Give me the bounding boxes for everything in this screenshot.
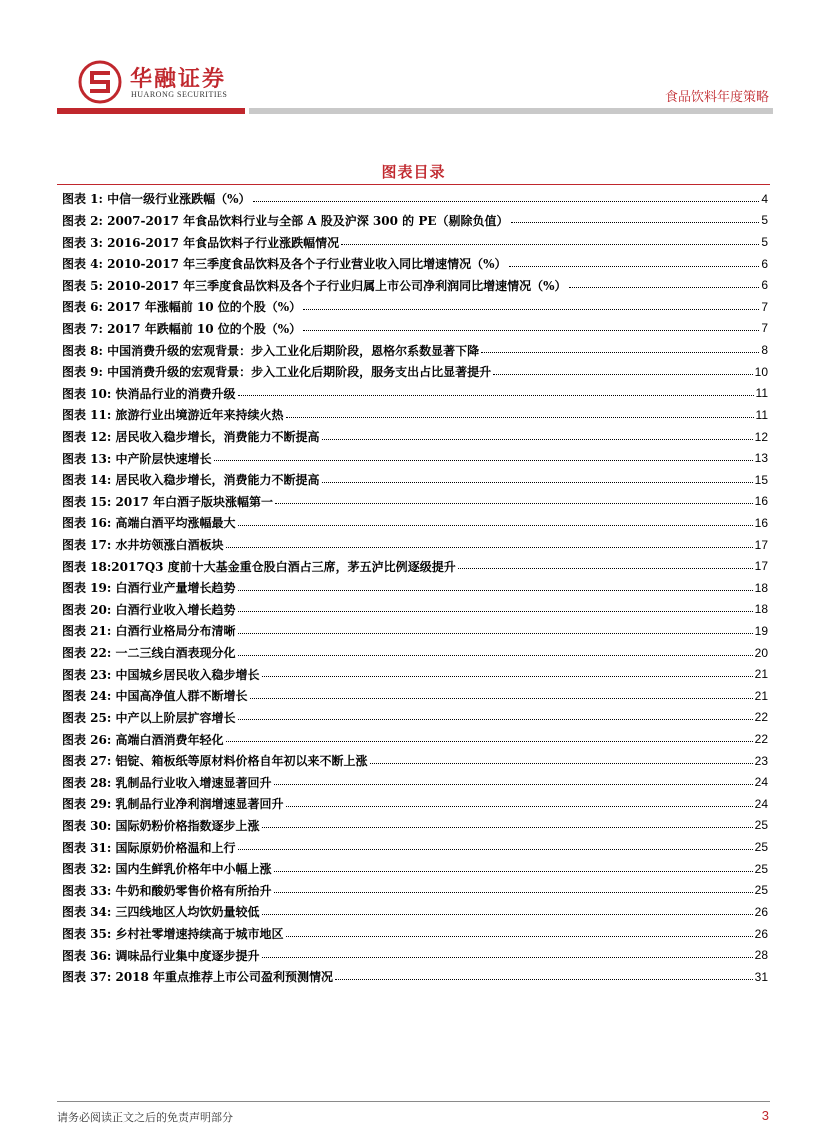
toc-entry-page[interactable]: 24 xyxy=(754,796,768,811)
toc-entry[interactable] xyxy=(62,901,768,923)
header-bar-accent xyxy=(57,108,245,114)
toc-entry-label[interactable]: 图表 18:2017Q3 度前十大基金重仓股白酒占三席，茅五泸比例逐级提升 xyxy=(62,559,456,574)
toc-entry-label[interactable]: 图表 15: 2017 年白酒子版块涨幅第一 xyxy=(62,494,274,509)
toc-dot-leader xyxy=(274,862,753,872)
toc-entry[interactable] xyxy=(62,274,768,296)
toc-dot-leader xyxy=(509,257,760,267)
toc-entry[interactable] xyxy=(62,253,768,275)
toc-entry[interactable] xyxy=(62,793,768,815)
toc-entry-page[interactable]: 16 xyxy=(754,494,768,509)
toc-entry[interactable] xyxy=(62,447,768,469)
toc-entry-label[interactable]: 图表 5: 2010-2017 年三季度食品饮料及各个子行业归属上市公司净利润同比增速情况（%） xyxy=(62,278,567,293)
toc-entry-page[interactable]: 21 xyxy=(754,667,768,682)
toc-dot-leader xyxy=(214,451,753,461)
toc-entry-page[interactable]: 22 xyxy=(754,710,768,725)
toc-dot-leader xyxy=(286,797,753,807)
toc-entry-label[interactable]: 图表 31: 国际原奶价格温和上行 xyxy=(62,840,236,855)
toc-title: 图表目录 xyxy=(381,163,446,181)
toc-dot-leader xyxy=(262,948,753,958)
toc-entry[interactable] xyxy=(62,361,768,383)
toc-dot-leader xyxy=(303,321,759,331)
toc-dot-leader xyxy=(481,343,759,353)
toc-entry-label[interactable]: 图表 7: 2017 年跌幅前 10 位的个股（%） xyxy=(62,321,302,336)
toc-entry-page[interactable]: 17 xyxy=(754,559,768,574)
toc-entry[interactable] xyxy=(62,491,768,513)
toc-entry-label[interactable]: 图表 8: 中国消费升级的宏观背景：步入工业化后期阶段，恩格尔系数显著下降 xyxy=(62,343,480,358)
toc-entry-page[interactable]: 23 xyxy=(754,753,768,768)
toc-entry-label[interactable]: 图表 10: 快消品行业的消费升级 xyxy=(62,386,236,401)
toc-entry-page[interactable]: 11 xyxy=(755,407,768,422)
toc-entry[interactable] xyxy=(62,685,768,707)
toc-dot-leader xyxy=(303,300,759,310)
toc-dot-leader xyxy=(238,624,753,634)
toc-entry[interactable] xyxy=(62,188,768,210)
toc-list xyxy=(62,188,768,988)
toc-entry[interactable] xyxy=(62,318,768,340)
huarong-logo-icon xyxy=(78,60,122,104)
toc-entry-page[interactable]: 5 xyxy=(761,235,768,250)
toc-entry-page[interactable]: 24 xyxy=(754,775,768,790)
toc-entry-label[interactable]: 图表 21: 白酒行业格局分布清晰 xyxy=(62,624,236,639)
toc-dot-leader xyxy=(322,430,753,440)
toc-entry-label[interactable]: 图表 27: 铝锭、箱板纸等原材料价格自年初以来不断上涨 xyxy=(62,754,368,769)
toc-entry-label[interactable]: 图表 33: 牛奶和酸奶零售价格有所抬升 xyxy=(62,883,272,898)
toc-entry-label[interactable]: 图表 34: 三四线地区人均饮奶量较低 xyxy=(62,905,260,920)
toc-dot-leader xyxy=(511,213,760,223)
toc-dot-leader xyxy=(226,732,753,742)
toc-entry-label[interactable]: 图表 16: 高端白酒平均涨幅最大 xyxy=(62,516,236,531)
toc-entry-page[interactable]: 25 xyxy=(754,883,768,898)
brand-name-cn: 华融证券 xyxy=(130,67,227,92)
toc-entry-page[interactable]: 28 xyxy=(754,948,768,963)
toc-entry-label[interactable]: 图表 30: 国际奶粉价格指数逐步上涨 xyxy=(62,818,260,833)
toc-entry-page[interactable]: 18 xyxy=(754,602,768,617)
toc-dot-leader xyxy=(370,754,753,764)
toc-entry-label[interactable]: 图表 25: 中产以上阶层扩容增长 xyxy=(62,710,236,725)
toc-entry-page[interactable]: 22 xyxy=(754,732,768,747)
toc-dot-leader xyxy=(238,710,753,720)
toc-entry-page[interactable]: 7 xyxy=(761,299,768,314)
toc-entry-label[interactable]: 图表 20: 白酒行业收入增长趋势 xyxy=(62,602,236,617)
toc-entry[interactable] xyxy=(62,728,768,750)
toc-entry[interactable] xyxy=(62,534,768,556)
toc-entry[interactable] xyxy=(62,836,768,858)
disclaimer-note: 请务必阅读正文之后的免责声明部分 xyxy=(57,1111,233,1124)
toc-entry-label[interactable]: 图表 24: 中国高净值人群不断增长 xyxy=(62,689,248,704)
toc-entry[interactable] xyxy=(62,923,768,945)
toc-entry[interactable] xyxy=(62,642,768,664)
toc-entry-label[interactable]: 图表 35: 乡村社零增速持续高于城市地区 xyxy=(62,927,284,942)
toc-entry[interactable] xyxy=(62,663,768,685)
toc-entry-label[interactable]: 图表 14: 居民收入稳步增长，消费能力不断提高 xyxy=(62,473,320,488)
toc-dot-leader xyxy=(286,927,753,937)
toc-entry-label[interactable]: 图表 28: 乳制品行业收入增速显著回升 xyxy=(62,775,272,790)
toc-entry[interactable] xyxy=(62,815,768,837)
footer-rule xyxy=(57,1101,770,1102)
toc-entry-label[interactable]: 图表 13: 中产阶层快速增长 xyxy=(62,451,212,466)
toc-entry-page[interactable]: 18 xyxy=(754,580,768,595)
toc-entry-page[interactable]: 8 xyxy=(761,343,768,358)
toc-entry[interactable] xyxy=(62,599,768,621)
toc-entry[interactable] xyxy=(62,404,768,426)
toc-entry-page[interactable]: 10 xyxy=(754,364,768,379)
toc-entry-page[interactable]: 13 xyxy=(754,451,768,466)
toc-dot-leader xyxy=(274,775,753,785)
toc-entry-label[interactable]: 图表 17: 水井坊领涨白酒板块 xyxy=(62,538,224,553)
toc-entry-page[interactable]: 16 xyxy=(754,515,768,530)
toc-dot-leader xyxy=(493,365,753,375)
toc-entry-label[interactable]: 图表 23: 中国城乡居民收入稳步增长 xyxy=(62,667,260,682)
toc-entry[interactable] xyxy=(62,944,768,966)
toc-entry-page[interactable]: 25 xyxy=(754,861,768,876)
report-type: 食品饮料年度策略 xyxy=(664,90,769,105)
toc-dot-leader xyxy=(262,818,753,828)
toc-entry[interactable] xyxy=(62,469,768,491)
toc-entry[interactable] xyxy=(62,966,768,988)
toc-entry-page[interactable]: 20 xyxy=(754,645,768,660)
toc-dot-leader xyxy=(335,970,753,980)
toc-entry-label[interactable]: 图表 29: 乳制品行业净利润增速显著回升 xyxy=(62,797,284,812)
toc-entry-label[interactable]: 图表 26: 高端白酒消费年轻化 xyxy=(62,732,224,747)
toc-dot-leader xyxy=(238,516,753,526)
toc-dot-leader xyxy=(275,494,753,504)
toc-dot-leader xyxy=(458,559,753,569)
toc-entry-page[interactable]: 5 xyxy=(761,213,768,228)
toc-entry[interactable] xyxy=(62,512,768,534)
toc-entry-page[interactable]: 6 xyxy=(761,256,768,271)
toc-entry-page[interactable]: 4 xyxy=(761,191,768,206)
toc-entry-label[interactable]: 图表 4: 2010-2017 年三季度食品饮料及各个子行业营业收入同比增速情况（%） xyxy=(62,257,507,272)
toc-entry-label[interactable]: 图表 19: 白酒行业产量增长趋势 xyxy=(62,581,236,596)
toc-entry-page[interactable]: 31 xyxy=(754,969,768,984)
toc-entry[interactable] xyxy=(62,296,768,318)
toc-entry-page[interactable]: 6 xyxy=(761,278,768,293)
toc-entry[interactable] xyxy=(62,771,768,793)
toc-entry[interactable] xyxy=(62,426,768,448)
toc-dot-leader xyxy=(322,473,753,483)
toc-entry[interactable] xyxy=(62,880,768,902)
toc-entry-page[interactable]: 17 xyxy=(754,537,768,552)
toc-entry-page[interactable]: 26 xyxy=(754,904,768,919)
brand-name-en: HUARONG SECURITIES xyxy=(131,90,228,99)
toc-dot-leader xyxy=(262,905,753,915)
toc-dot-leader xyxy=(569,278,760,288)
toc-dot-leader xyxy=(238,840,753,850)
toc-entry-label[interactable]: 图表 32: 国内生鲜乳价格年中小幅上涨 xyxy=(62,862,272,877)
toc-dot-leader xyxy=(226,538,753,548)
toc-entry-label[interactable]: 图表 1: 中信一级行业涨跌幅（%） xyxy=(62,192,251,207)
toc-entry-page[interactable]: 21 xyxy=(754,688,768,703)
toc-entry[interactable] xyxy=(62,555,768,577)
toc-dot-leader xyxy=(262,667,753,677)
toc-entry-label[interactable]: 图表 37: 2018 年重点推荐上市公司盈利预测情况 xyxy=(62,970,334,985)
toc-entry-label[interactable]: 图表 9: 中国消费升级的宏观背景：步入工业化后期阶段，服务支出占比显著提升 xyxy=(62,365,492,380)
toc-dot-leader xyxy=(250,689,753,699)
toc-entry-page[interactable]: 7 xyxy=(761,321,768,336)
toc-entry-page[interactable]: 26 xyxy=(754,926,768,941)
toc-entry[interactable] xyxy=(62,210,768,232)
toc-entry-label[interactable]: 图表 22: 一二三线白酒表现分化 xyxy=(62,646,236,661)
toc-entry-label[interactable]: 图表 6: 2017 年涨幅前 10 位的个股（%） xyxy=(62,300,302,315)
toc-entry[interactable] xyxy=(62,339,768,361)
header-bar-gray xyxy=(249,108,773,114)
toc-entry-label[interactable]: 图表 2: 2007-2017 年食品饮料行业与全部 A 股及沪深 300 的 PE（剔除负值） xyxy=(62,213,509,228)
toc-entry[interactable] xyxy=(62,577,768,599)
toc-dot-leader xyxy=(286,408,754,418)
toc-entry-page[interactable]: 11 xyxy=(755,386,768,401)
toc-entry-label[interactable]: 图表 36: 调味品行业集中度逐步提升 xyxy=(62,948,260,963)
toc-dot-leader xyxy=(238,646,753,656)
toc-entry-page[interactable]: 19 xyxy=(754,623,768,638)
toc-entry-label[interactable]: 图表 12: 居民收入稳步增长，消费能力不断提高 xyxy=(62,430,320,444)
page-number: 3 xyxy=(761,1108,769,1123)
toc-entry-label[interactable]: 图表 3: 2016-2017 年食品饮料子行业涨跌幅情况 xyxy=(62,235,340,250)
toc-entry[interactable] xyxy=(62,382,768,404)
toc-entry[interactable] xyxy=(62,620,768,642)
toc-dot-leader xyxy=(238,386,754,396)
toc-entry-page[interactable]: 15 xyxy=(754,472,768,487)
toc-entry[interactable] xyxy=(62,750,768,772)
toc-dot-leader xyxy=(238,581,753,591)
toc-entry[interactable] xyxy=(62,858,768,880)
toc-entry[interactable] xyxy=(62,707,768,729)
toc-entry-label[interactable]: 图表 11: 旅游行业出境游近年来持续火热 xyxy=(62,408,284,423)
toc-entry-page[interactable]: 25 xyxy=(754,818,768,833)
toc-entry-page[interactable]: 25 xyxy=(754,840,768,855)
toc-dot-leader xyxy=(274,883,753,893)
toc-dot-leader xyxy=(238,602,753,612)
toc-dot-leader xyxy=(341,235,759,245)
toc-entry[interactable] xyxy=(62,231,768,253)
toc-entry-page[interactable]: 12 xyxy=(754,429,768,444)
toc-title-rule xyxy=(57,184,770,185)
toc-dot-leader xyxy=(253,192,760,202)
